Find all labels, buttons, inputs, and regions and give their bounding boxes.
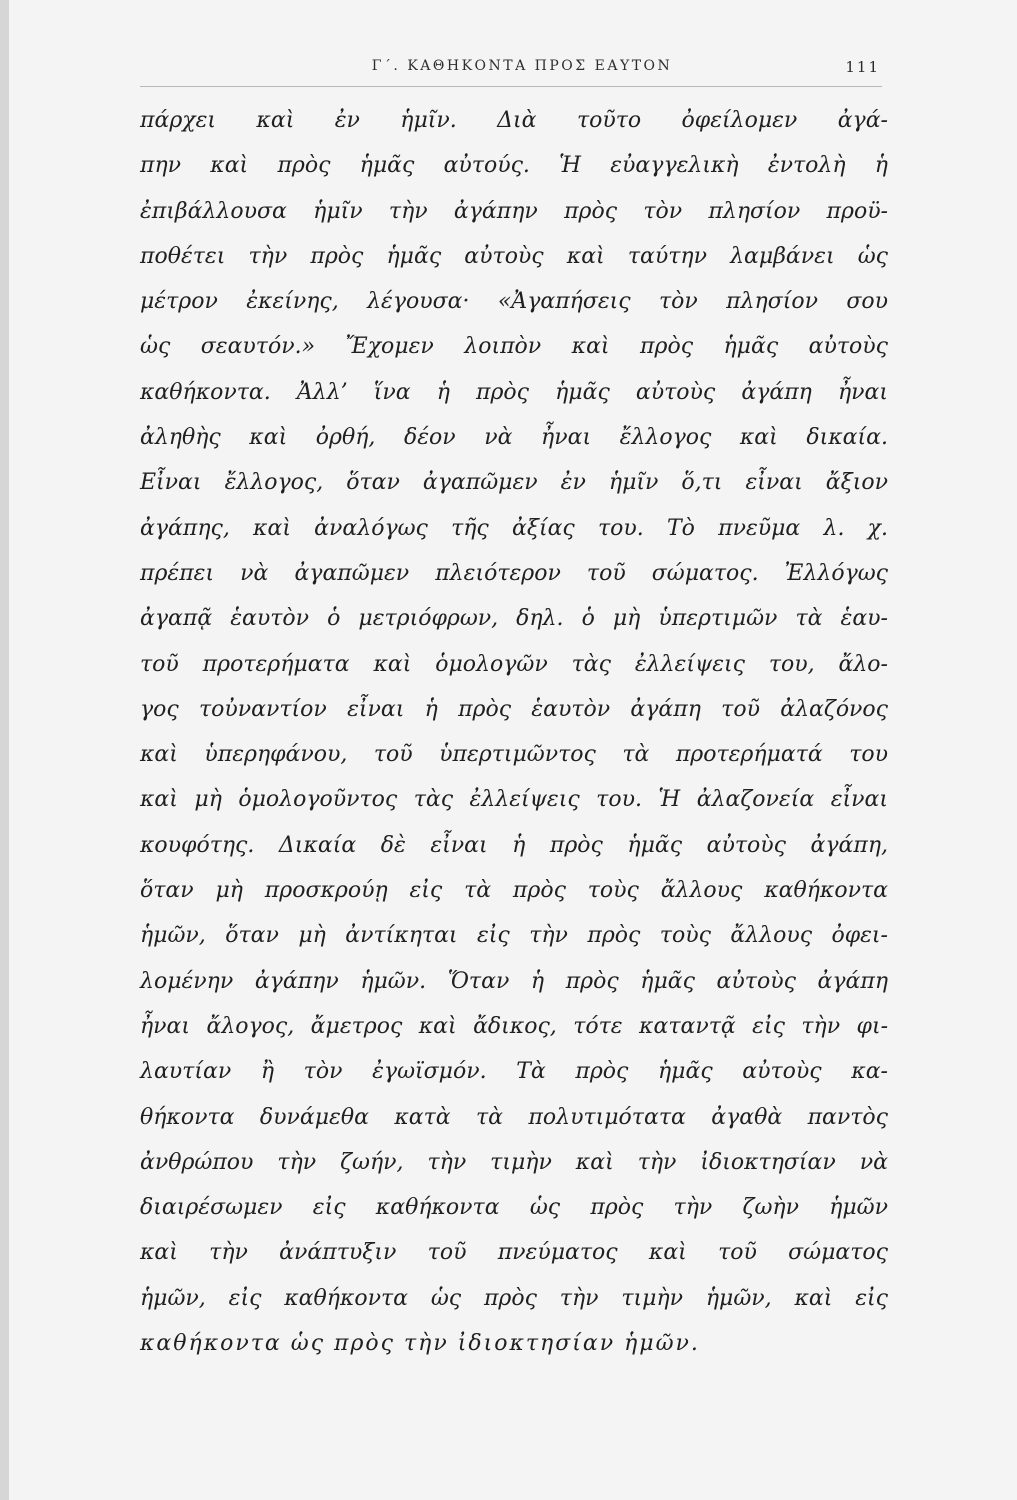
text-line: κουφότης. Δικαία δὲ εἶναι ἡ πρὸς ἡμᾶς αὐτοὺς ἀγάπη, xyxy=(140,832,888,858)
text-line: ἀγάπης, καὶ ἀναλόγως τῆς ἀξίας του. Τὸ πνεῦμα λ. χ. xyxy=(140,515,888,541)
text-line: πρέπει νὰ ἀγαπῶμεν πλειότερον τοῦ σώματος. Ἐλλόγως xyxy=(140,560,888,586)
text-line: γος τοὐναντίον εἶναι ἡ πρὸς ἑαυτὸν ἀγάπη τοῦ ἀλαζόνος xyxy=(140,696,888,722)
text-line: ὅταν μὴ προσκρούῃ εἰς τὰ πρὸς τοὺς ἄλλους καθήκοντα xyxy=(140,878,888,904)
header-rule xyxy=(140,86,882,87)
running-head xyxy=(140,58,880,86)
text-line: πην καὶ πρὸς ἡμᾶς αὐτούς. Ἡ εὐαγγελικὴ ἐντολὴ ἡ xyxy=(140,153,888,179)
text-line: καὶ ὑπερηφάνου, τοῦ ὑπερτιμῶντος τὰ προτερήματά του xyxy=(140,742,888,768)
text-line: καθήκοντα ὡς πρὸς τὴν ἰδιοκτησίαν ἡμῶν. xyxy=(140,1331,700,1357)
page-number: 111 xyxy=(845,58,880,76)
text-line: ποθέτει τὴν πρὸς ἡμᾶς αὐτοὺς καὶ ταύτην λαμβάνει ὡς xyxy=(140,243,888,269)
text-line: τοῦ προτερήματα καὶ ὁμολογῶν τὰς ἐλλείψεις του, ἄλο- xyxy=(140,651,888,677)
text-line: θήκοντα δυνάμεθα κατὰ τὰ πολυτιμότατα ἀγαθὰ παντὸς xyxy=(140,1104,888,1130)
text-line: ὡς σεαυτόν.» Ἔχομεν λοιπὸν καὶ πρὸς ἡμᾶς αὐτοὺς xyxy=(140,334,888,360)
text-line: λαυτίαν ἢ τὸν ἐγωϊσμόν. Τὰ πρὸς ἡμᾶς αὐτοὺς κα- xyxy=(140,1059,888,1085)
text-line: λομένην ἀγάπην ἡμῶν. Ὅταν ἡ πρὸς ἡμᾶς αὐτοὺς ἀγάπη xyxy=(140,968,888,994)
text-line: καὶ τὴν ἀνάπτυξιν τοῦ πνεύματος καὶ τοῦ σώματος xyxy=(140,1240,888,1266)
text-line: πάρχει καὶ ἐν ἡμῖν. Διὰ τοῦτο ὀφείλομεν ἀγά- xyxy=(140,108,888,133)
scan-edge xyxy=(0,0,9,1500)
text-line: ἡμῶν, ὅταν μὴ ἀντίκηται εἰς τὴν πρὸς τοὺς ἄλλους ὀφει- xyxy=(140,923,888,949)
text-line: καὶ μὴ ὁμολογοῦντος τὰς ἐλλείψεις του. Ἡ ἀλαζονεία εἶναι xyxy=(140,787,888,813)
text-line: ἀληθὴς καὶ ὀρθή, δέον νὰ ἦναι ἔλλογος καὶ δικαία. xyxy=(140,425,888,451)
body-text xyxy=(140,98,888,1366)
text-line: ἡμῶν, εἰς καθήκοντα ὡς πρὸς τὴν τιμὴν ἡμῶν, καὶ εἰς xyxy=(140,1285,888,1311)
text-line: ἐπιβάλλουσα ἡμῖν τὴν ἀγάπην πρὸς τὸν πλησίον προϋ- xyxy=(140,198,888,224)
running-title: Γ΄. ΚΑΘΗΚΟΝΤΑ ΠΡΟΣ ΕΑΥΤΟΝ xyxy=(371,58,673,74)
text-line: μέτρον ἐκείνης, λέγουσα· «Ἀγαπήσεις τὸν πλησίον σου xyxy=(140,289,888,315)
text-line: διαιρέσωμεν εἰς καθήκοντα ὡς πρὸς τὴν ζωὴν ἡμῶν xyxy=(140,1195,888,1221)
text-line: ἀνθρώπου τὴν ζωήν, τὴν τιμὴν καὶ τὴν ἰδιοκτησίαν νὰ xyxy=(140,1149,888,1175)
text-line: ἀγαπᾷ ἑαυτὸν ὁ μετριόφρων, δηλ. ὁ μὴ ὑπερτιμῶν τὰ ἑαυ- xyxy=(140,606,888,632)
text-line: καθήκοντα. Ἀλλ’ ἵνα ἡ πρὸς ἡμᾶς αὐτοὺς ἀγάπη ἦναι xyxy=(140,379,888,405)
text-line: ἦναι ἄλογος, ἄμετρος καὶ ἄδικος, τότε καταντᾷ εἰς τὴν φι- xyxy=(140,1013,888,1039)
text-line: Εἶναι ἔλλογος, ὅταν ἀγαπῶμεν ἐν ἡμῖν ὅ,τι εἶναι ἄξιον xyxy=(140,470,888,496)
